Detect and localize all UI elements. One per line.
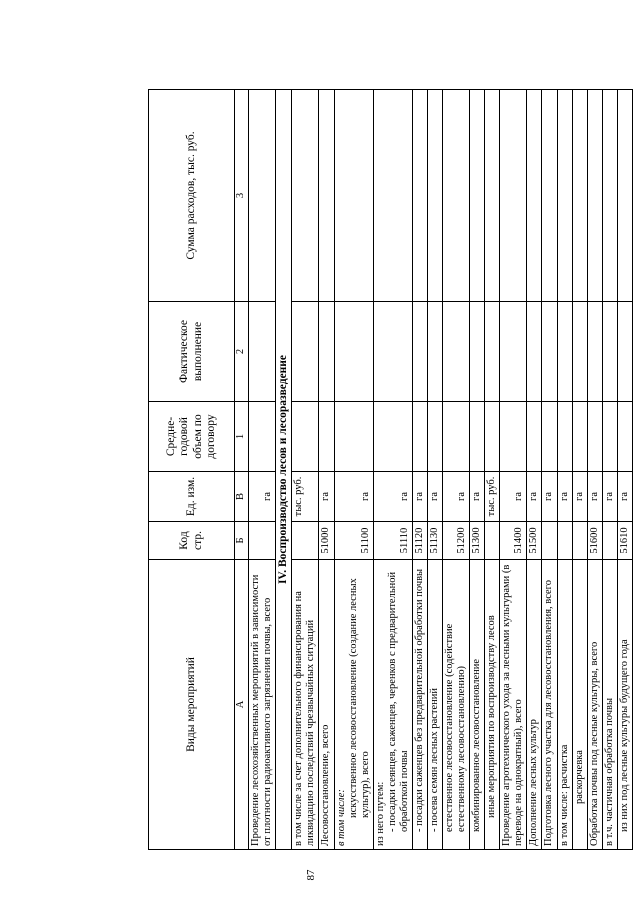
row-cell xyxy=(443,402,470,472)
row-cell xyxy=(542,302,557,402)
table-row xyxy=(470,90,485,850)
row-cell xyxy=(617,302,632,402)
row-name-cell xyxy=(412,560,427,850)
row-unit: га xyxy=(249,472,276,522)
row-unit: га xyxy=(373,472,412,522)
row-cell xyxy=(527,402,542,472)
row-cell xyxy=(557,302,572,402)
colnum-v: В xyxy=(235,472,249,522)
row-name: из них под лесные культуры будущего года xyxy=(618,639,630,832)
row-cell xyxy=(249,402,276,472)
row-cell xyxy=(542,90,557,302)
colnum-b: Б xyxy=(235,522,249,560)
row-unit: тыс. руб. xyxy=(292,472,319,522)
row-unit: га xyxy=(572,472,587,522)
row-code xyxy=(557,522,572,560)
row-cell xyxy=(527,302,542,402)
row-code xyxy=(602,522,617,560)
row-cell xyxy=(412,302,427,402)
row-unit: га xyxy=(470,472,485,522)
row-code xyxy=(249,522,276,560)
row-cell xyxy=(587,302,602,402)
row-cell xyxy=(527,90,542,302)
row-cell xyxy=(319,302,334,402)
row-code: 51610 xyxy=(617,522,632,560)
row-cell xyxy=(412,90,427,302)
rotated-form-table xyxy=(148,90,630,850)
row-unit: га xyxy=(319,472,334,522)
row-code: 51110 xyxy=(373,522,412,560)
table-row xyxy=(427,90,442,850)
activities-table xyxy=(148,89,633,850)
row-cell xyxy=(602,402,617,472)
header-avg-volume: Средне-годовой объем по договору xyxy=(149,402,235,472)
row-unit: га xyxy=(500,472,527,522)
row-cell xyxy=(249,302,276,402)
row-name-cell xyxy=(617,560,632,850)
row-cell xyxy=(500,402,527,472)
column-number-row xyxy=(235,90,249,850)
row-cell xyxy=(470,90,485,302)
row-name: Проведение агротехнического ухода за лесными культурами (в переводе на однократный), всего xyxy=(500,560,527,850)
row-cell xyxy=(292,90,319,302)
row-cell xyxy=(373,302,412,402)
row-code: 51500 xyxy=(527,522,542,560)
row-unit: га xyxy=(542,472,557,522)
row-code: 51100 xyxy=(334,522,373,560)
row-code: 51130 xyxy=(427,522,442,560)
row-name: Проведение лесохозяйственных мероприятий в зависимости от плотности радиоактивного загрязнения почвы, всего xyxy=(249,560,276,850)
row-name: Лесовосстановление, всего xyxy=(319,560,334,850)
row-cell xyxy=(319,90,334,302)
row-unit: га xyxy=(617,472,632,522)
row-cell xyxy=(319,402,334,472)
row-cell xyxy=(485,302,500,402)
row-name: Обработка почвы под лесные культуры, всего xyxy=(587,560,602,850)
row-cell xyxy=(587,90,602,302)
row-name: комбинированное лесовосстановление xyxy=(471,659,483,832)
row-cell xyxy=(485,402,500,472)
row-cell xyxy=(292,402,319,472)
row-unit: га xyxy=(587,472,602,522)
row-code: 51120 xyxy=(412,522,427,560)
row-name-cell xyxy=(443,560,470,850)
row-cell xyxy=(557,402,572,472)
table-row xyxy=(319,90,334,850)
row-code xyxy=(292,522,319,560)
row-code xyxy=(542,522,557,560)
colnum-1: 1 xyxy=(235,402,249,472)
table-row xyxy=(542,90,557,850)
table-row xyxy=(587,90,602,850)
row-cell xyxy=(542,402,557,472)
row-code xyxy=(485,522,500,560)
row-name-cell xyxy=(485,560,500,850)
row-cell xyxy=(470,302,485,402)
header-activity: Виды мероприятий xyxy=(149,560,235,850)
table-row xyxy=(412,90,427,850)
row-cell xyxy=(334,302,373,402)
row-cell xyxy=(617,402,632,472)
row-cell xyxy=(572,90,587,302)
colnum-3: 3 xyxy=(235,90,249,302)
row-name-cell xyxy=(572,560,587,850)
row-group-label: в том числе: xyxy=(335,789,347,846)
header-code: Код стр. xyxy=(149,522,235,560)
table-row xyxy=(602,90,617,850)
row-cell xyxy=(292,302,319,402)
table-row xyxy=(500,90,527,850)
row-name: Дополнение лесных культур xyxy=(527,560,542,850)
header-unit: Ед. изм. xyxy=(149,472,235,522)
table-row xyxy=(557,90,572,850)
row-cell xyxy=(373,90,412,302)
row-name: в т.ч. частичная обработка почвы xyxy=(602,560,617,850)
table-row xyxy=(572,90,587,850)
table-header-row xyxy=(149,90,235,850)
row-name: иные мероприятия по воспроизводству лесов xyxy=(486,615,498,818)
row-code: 51200 xyxy=(443,522,470,560)
table-row xyxy=(373,90,412,850)
row-code xyxy=(572,522,587,560)
section-title: IV. Воспроизводство лесов и лесоразведение xyxy=(276,90,292,850)
row-unit: га xyxy=(557,472,572,522)
row-cell xyxy=(557,90,572,302)
row-cell xyxy=(470,402,485,472)
row-unit: га xyxy=(443,472,470,522)
page-number: 87 xyxy=(305,869,317,881)
row-name: искусственное лесовосстановление (создание лесных культур), всего xyxy=(347,578,371,818)
row-name: - посадки сеянцев, саженцев, черенков с предварительной обработкой почвы xyxy=(386,571,410,832)
row-name: раскорчевка xyxy=(573,750,585,804)
row-cell xyxy=(485,90,500,302)
row-unit: тыс. руб. xyxy=(485,472,500,522)
row-cell xyxy=(427,90,442,302)
row-unit: га xyxy=(527,472,542,522)
row-cell xyxy=(602,90,617,302)
row-name: в том числе за счет дополнительного финансирования на ликвидацию последствий чрезвычайных ситуаций xyxy=(292,560,319,850)
row-cell xyxy=(373,402,412,472)
row-cell xyxy=(617,90,632,302)
row-name-cell xyxy=(373,560,412,850)
table-row xyxy=(617,90,632,850)
row-cell xyxy=(572,402,587,472)
row-cell xyxy=(602,302,617,402)
row-code: 51000 xyxy=(319,522,334,560)
colnum-2: 2 xyxy=(235,302,249,402)
row-cell xyxy=(427,402,442,472)
row-name-cell xyxy=(427,560,442,850)
row-group-label: из него путем: xyxy=(374,781,386,846)
row-unit: га xyxy=(334,472,373,522)
section-row xyxy=(276,90,292,850)
row-code: 51600 xyxy=(587,522,602,560)
row-cell xyxy=(334,90,373,302)
header-expenses: Сумма расходов, тыс. руб. xyxy=(149,90,235,302)
row-name-cell xyxy=(334,560,373,850)
row-name: - посева семян лесных растений xyxy=(428,687,440,832)
row-unit: га xyxy=(412,472,427,522)
row-name-cell xyxy=(470,560,485,850)
row-cell xyxy=(500,90,527,302)
row-code: 51300 xyxy=(470,522,485,560)
row-name: в том числе: расчистка xyxy=(557,560,572,850)
header-actual: Фактическое выполнение xyxy=(149,302,235,402)
row-cell xyxy=(427,302,442,402)
row-cell xyxy=(443,302,470,402)
row-cell xyxy=(412,402,427,472)
row-cell xyxy=(334,402,373,472)
row-cell xyxy=(443,90,470,302)
table-row xyxy=(249,90,276,850)
table-row xyxy=(334,90,373,850)
row-unit: га xyxy=(427,472,442,522)
row-code: 51400 xyxy=(500,522,527,560)
row-unit: га xyxy=(602,472,617,522)
table-row xyxy=(485,90,500,850)
row-name: - посадки саженцев без предварительной обработки почвы xyxy=(413,568,425,832)
table-row xyxy=(292,90,319,850)
table-row xyxy=(527,90,542,850)
row-cell xyxy=(587,402,602,472)
row-name: Подготовка лесного участка для лесовосстановления, всего xyxy=(542,560,557,850)
colnum-a: А xyxy=(235,560,249,850)
row-cell xyxy=(500,302,527,402)
table-row xyxy=(443,90,470,850)
row-cell xyxy=(572,302,587,402)
row-name: естественное лесовосстановление (содействие естественному лесовосстановлению) xyxy=(444,623,468,832)
row-cell xyxy=(249,90,276,302)
